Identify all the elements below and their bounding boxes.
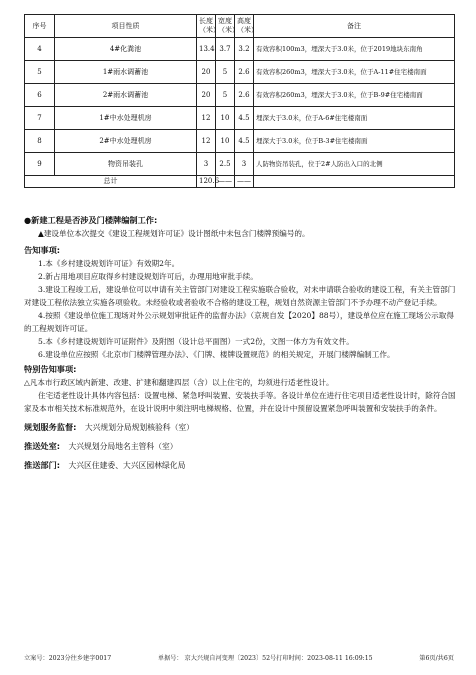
signature-label: 推送部门: [24, 460, 61, 470]
notice-item: 1.本《乡村建设规划许可证》有效期2年。 [38, 259, 180, 268]
table-row [25, 61, 455, 84]
notice-item: 5.本《乡村建设规划许可证附件》及附图（设计总平面图）一式2份，文图一体方为有效文件。 [38, 337, 354, 346]
header-index: 序号 [25, 15, 55, 38]
total-remarks [254, 176, 455, 188]
footer-document-info: 单据号： 京大兴规自河变理〔2023〕52号打印时间：2023-08-11 16:09:15 [157, 655, 373, 662]
special-heading: 特别告知事项: [24, 364, 77, 374]
total-dash: —— [216, 176, 235, 188]
cell-length: 13.4 [197, 38, 216, 61]
cell-height: 4.5 [235, 130, 254, 153]
total-value: 120.6 [197, 176, 216, 188]
table-row [25, 107, 455, 130]
total-dash: —— [235, 176, 254, 188]
cell-index: 9 [25, 153, 55, 176]
table-total-row [25, 176, 455, 188]
notice-item: 6.建设单位应按照《北京市门楼牌管理办法》、《门牌、楼牌设置规范》的相关规定，开展门楼牌编制工作。 [38, 350, 395, 359]
signature-value: 大兴规划分局规划核验科（室） [84, 423, 194, 432]
cell-project: 1#中水处理机房 [55, 107, 197, 130]
total-label: 总计 [25, 176, 197, 188]
table-row [25, 130, 455, 153]
notice-heading: 告知事项: [24, 245, 61, 255]
cell-length: 20 [197, 84, 216, 107]
signature-value: 大兴区住建委、大兴区园林绿化局 [68, 461, 186, 470]
notice-item: 2.新占用地项目应取得乡村建设规划许可后，办理用地审批手续。 [38, 272, 258, 281]
table-row [25, 153, 455, 176]
cell-project: 4#化粪池 [55, 38, 197, 61]
cell-index: 6 [25, 84, 55, 107]
cell-index: 7 [25, 107, 55, 130]
cell-remarks: 埋深大于3.0米，位于B-3#住宅楼南面 [254, 130, 455, 153]
cell-project: 物资吊装孔 [55, 153, 197, 176]
header-height: 高度 （米） [235, 15, 254, 38]
document-body [24, 214, 456, 472]
notice-item: 3.建设工程竣工后，建设单位可以申请有关主管部门对建设工程实施联合验收，对未申请联合验收的建设工程，有关主管部门对建设工程依法独立实施各项验收。未经验收或者验收不合格的建设工程，规划自然资源主管部门不予办理不动产登记手续。 [24, 285, 456, 307]
cell-height: 3.2 [235, 38, 254, 61]
cell-remarks: 有效容积100m3，埋深大于3.0米，位于2019地块东南角 [254, 38, 455, 61]
cell-project: 2#雨水调蓄池 [55, 84, 197, 107]
header-width: 宽度 （米） [216, 15, 235, 38]
signature-row [24, 459, 456, 472]
page-footer [24, 653, 454, 662]
header-remarks: 备注 [254, 15, 455, 38]
cell-width: 3.7 [216, 38, 235, 61]
cell-width: 2.5 [216, 153, 235, 176]
cell-width: 10 [216, 107, 235, 130]
cell-length: 3 [197, 153, 216, 176]
cell-project: 2#中水处理机房 [55, 130, 197, 153]
special-item: △凡本市行政区域内新建、改建、扩建和翻建四层（含）以上住宅的，均须进行适老性设计。 [24, 378, 334, 387]
cell-remarks: 埋深大于3.0米，位于A-6#住宅楼南面 [254, 107, 455, 130]
signature-row [24, 440, 456, 453]
cell-height: 2.6 [235, 61, 254, 84]
cell-remarks: 有效容积260m3，埋深大于3.0米，位于A-11#住宅楼南面 [254, 61, 455, 84]
signature-row [24, 421, 456, 434]
cell-project: 1#雨水调蓄池 [55, 61, 197, 84]
cell-width: 5 [216, 61, 235, 84]
section-doorplate-text: ▲建设单位本次提交《建设工程规划许可证》设计图纸中未包含门楼牌预编号的。 [38, 229, 310, 238]
cell-length: 20 [197, 61, 216, 84]
signature-label: 规划服务监督: [24, 422, 77, 432]
cell-width: 10 [216, 130, 235, 153]
special-item: 住宅适老性设计具体内容包括：设置电梯、紧急呼叫装置、安装扶手等。各设计单位在进行住宅项目适老性设计时，除符合国家及本市相关技术标准规范外，在设计说明中须注明电梯规格、位置，并在设计中预留设置紧急呼叫装置和安装扶手的条件。 [24, 391, 456, 413]
header-project: 项目性质 [55, 15, 197, 38]
section-doorplate-heading: ●新建工程是否涉及门楼牌编制工作: [24, 215, 158, 225]
table-row [25, 84, 455, 107]
facility-table [24, 14, 455, 188]
footer-case-number: 立案号：2023分往乡建字0017 [24, 655, 112, 662]
table-header-row [25, 15, 455, 38]
cell-height: 3 [235, 153, 254, 176]
cell-remarks: 人防物资吊装孔，位于2#人防出入口的北侧 [254, 153, 455, 176]
cell-index: 8 [25, 130, 55, 153]
cell-width: 5 [216, 84, 235, 107]
cell-height: 2.6 [235, 84, 254, 107]
signature-label: 推送处室: [24, 441, 61, 451]
notice-item: 4.按照《建设单位施工现场对外公示规划审批证件的监督办法》（京规自发【2020】88号），建设单位应在施工现场公示取得的工程规划许可证。 [24, 311, 454, 333]
table-row [25, 38, 455, 61]
footer-page-number: 第6页/共6页 [419, 655, 454, 662]
signature-value: 大兴规划分局地名主管科（室） [68, 442, 178, 451]
header-length: 长度 （米） [197, 15, 216, 38]
cell-index: 4 [25, 38, 55, 61]
cell-remarks: 有效容积260m3，埋深大于3.0米，位于B-9#住宅楼南面 [254, 84, 455, 107]
cell-length: 12 [197, 107, 216, 130]
cell-length: 12 [197, 130, 216, 153]
cell-index: 5 [25, 61, 55, 84]
cell-height: 4.5 [235, 107, 254, 130]
